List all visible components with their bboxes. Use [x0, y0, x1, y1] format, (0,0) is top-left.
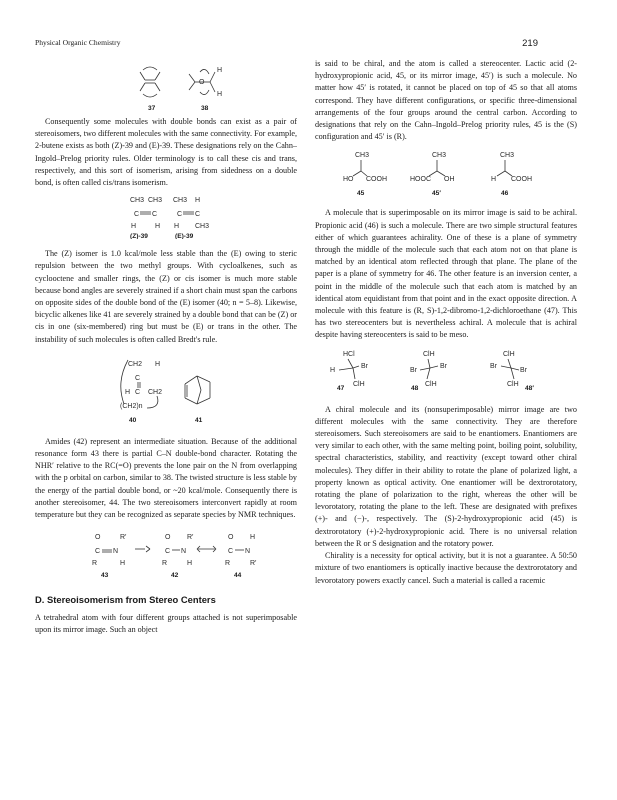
s43-r: R [92, 560, 98, 568]
s47-hcl: HCl [343, 350, 355, 358]
atom-h-top: H [155, 360, 161, 368]
s43-h: H [120, 560, 126, 568]
atom-ch2-top: CH2 [128, 360, 143, 368]
e-methyl-right: CH3 [195, 223, 210, 231]
structures-45-46 [315, 147, 577, 199]
s48p-clh-bottom: ClH [507, 380, 519, 388]
s45-ho: HO [343, 176, 354, 184]
structures-39 [35, 193, 297, 239]
atom-h-left: H [125, 388, 131, 396]
s48p-br-right: Br [520, 366, 527, 374]
label-44: 44 [234, 572, 242, 580]
atom-ch2-right: CH2 [148, 388, 163, 396]
figure-42-44 [35, 529, 297, 579]
z-h-left: H [131, 223, 137, 231]
atom-o: O [199, 79, 205, 86]
s44-c: C [228, 548, 234, 556]
e-h-right: H [195, 197, 201, 205]
s48-br-right: Br [440, 362, 447, 370]
s44-o: O [228, 534, 234, 542]
paragraph-stereoisomers-double-bonds: Consequently some molecules with double bonds can exist as a pair of stereoisomers, two different molecules with the same connectivity. For example, 2-butene exists as both (Z)-39 and (E)-39. These designations rely on the Cahn–Ingold–Prelog priority rules. Older terminology is to call these cis and trans, respectively, and this sort of isomerism, arising from sidedness on a double bond, is often called cis/trans isomerism. [35, 117, 297, 188]
s48-br-left: Br [410, 366, 417, 374]
atom-c-upper: C [135, 374, 141, 382]
s46-ch3: CH3 [500, 152, 515, 160]
s46-h: H [491, 176, 497, 184]
label-43: 43 [101, 572, 109, 580]
e-h-left: H [174, 223, 180, 231]
figure-37-38 [35, 58, 297, 116]
z-carbon-left: C [134, 211, 140, 219]
label-37: 37 [148, 105, 156, 112]
label-38: 38 [201, 105, 209, 112]
label-41: 41 [195, 416, 203, 424]
label-47: 47 [337, 384, 345, 392]
paragraph-chirality-optical-activity: Chirality is a necessity for optical activity, but it is not a guarantee. A 50:50 mixture of two enantiomers is optically inactive because the dextrorotatory and levorotatory powers exactly cancel. Such a material is called a racemic [315, 551, 577, 585]
running-title: Physical Organic Chemistry [35, 38, 121, 47]
figure-40-41 [35, 354, 297, 426]
paragraph-amides: Amides (42) represent an intermediate situation. Because of the additional resonance form 43 there is partial C–N double-bond character. Rotating the NHR′ relative to the RC(=O) prevents the lone pair on the N from overlapping with the p orbital on carbon, similar to 38. The twisted structure is less stable by the energy of the partial double bond, or ~20 kcal/mole. Consequently there is another stereoisomer, 44. The two stereoisomers interconvert rapidly at room temperature but they can be recognized as separate species by NMR techniques. [35, 436, 297, 520]
s45-ch3: CH3 [355, 152, 370, 160]
paragraph-enantiomers: A chiral molecule and its (nonsuperimposable) mirror image are two different molecules with the same connectivity. They are therefore stereoisomers. Such stereoisomers are said to be enantiomers. Enantiomers are very similar to each other, with the same melting point, boiling point, solubility, spectral characteristics, stability, and reactivity (except toward other chiral molecules). They differ in their ability to rotate the plane of polarized light, a property known as optical activity. One enantiomer will be dextrorotatory, rotating the plane of polarization to the right, whereas the other will be levorotatory, rotating the plane to the left. These are designated with prefixes (+)- and (−)-, respectively. The (S)-2-hydroxypropionic acid (45) is dextrorotatory (+)-2-hydroxypropionic acid. There is no universal relation between the R or S designation and the rotatory power. [315, 404, 577, 548]
paragraph-achiral-meso: A molecule that is superimposable on its mirror image is said to be achiral. Propionic acid (46) is such a molecule. There are two simple structural features either of which guarantees achirality. One of these is a plane of symmetry through the middle of the molecule such that each atom not on that plane is matched by an identical atom reflected through that plane. The plane of the paper is a plane of symmetry for 46. The other feature is an inversion center, a point in the middle of the molecule such that each atom is matched by an identical atom equidistant from that point and in the exact opposite direction. A molecule with this feature is (R, S)-1,2-dibromo-1,2-dichloroethane (47). This has two stereocenters but is nevertheless achiral. A molecule that is achiral despite having stereocenters is said to be meso. [315, 208, 577, 340]
paragraph-z-isomer-stability: The (Z) isomer is 1.0 kcal/mole less stable than the (E) owing to steric repulsion between the two methyl groups. With cycloalkenes, such as cyclooctene and smaller rings, the (Z) or cis isomer is much more stable because bond angles are severely strained if a short chain must span the carbons on opposite sides of the double bond of the (E) isomer (40; n = 5–8). Likewise, bicyclic alkenes like 41 are severely strained by a double bond that can be (Z) or cis in one (six-membered) ring but must be (E) or trans in the other. The instability of such molecules is often called Bredt's rule. [35, 249, 297, 344]
label-40: 40 [129, 416, 137, 424]
s44-r: R [225, 560, 231, 568]
s42-r-prime: R′ [187, 534, 194, 542]
s42-h: H [187, 560, 193, 568]
s42-c: C [165, 548, 171, 556]
paragraph-chiral-lactic-acid: is said to be chiral, and the atom is called a stereocenter. Lactic acid (2-hydroxypropionic acid, 45, or its mirror image, 45′) is such a molecule. No matter how 45′ is rotated, it cannot be placed on top of 45 so that all atoms correspond. They have different configurations, or specific three-dimensional arrangements of the four groups around the central carbon. According to designations that rely on the Cahn–Ingold–Prelog priority rules, 45 is the (S) configuration and 45′ is (R). [315, 59, 577, 142]
s42-n: N [181, 548, 187, 556]
s47-br: Br [361, 362, 368, 370]
s45p-ch3: CH3 [432, 152, 447, 160]
s48-clh-bottom: ClH [425, 380, 437, 388]
structures-37-38 [35, 58, 297, 116]
structures-47-48 [315, 346, 577, 398]
label-z-39: (Z)-39 [130, 233, 148, 240]
e-methyl-left: CH3 [173, 197, 188, 205]
s43-r-prime: R′ [120, 534, 127, 542]
label-48-prime: 48′ [525, 384, 534, 392]
s48p-br-left: Br [490, 362, 497, 370]
z-h-right: H [155, 223, 161, 231]
s43-n: N [113, 548, 119, 556]
atom-h-top: H [217, 67, 223, 74]
z-carbon-right: C [152, 211, 158, 219]
s45p-oh: OH [444, 176, 455, 184]
atom-h-bottom: H [217, 91, 223, 98]
label-45: 45 [357, 190, 365, 198]
figure-47-48 [315, 346, 577, 398]
left-column [35, 58, 297, 637]
figure-45-46 [315, 147, 577, 199]
s48-clh: ClH [423, 350, 435, 358]
s46-cooh: COOH [511, 176, 532, 184]
structures-40-41 [35, 354, 297, 426]
label-48: 48 [411, 384, 419, 392]
paragraph-tetrahedral-atom: A tetrahedral atom with four different groups attached is not superimposable upon its mirror image. Such an object [35, 613, 297, 635]
s43-c: C [95, 548, 101, 556]
s44-n: N [245, 548, 251, 556]
atom-c-lower: C [135, 388, 141, 396]
s44-h: H [250, 534, 256, 542]
s42-o: O [165, 534, 171, 542]
e-carbon-right: C [195, 211, 201, 219]
z-methyl-left: CH3 [130, 197, 145, 205]
s47-clh: ClH [353, 380, 365, 388]
label-46: 46 [501, 190, 509, 198]
e-carbon-left: C [177, 211, 183, 219]
section-heading-d: D. Stereoisomerism from Stereo Centers [35, 594, 216, 606]
s47-h: H [330, 366, 336, 374]
figure-39 [35, 193, 297, 239]
label-45-prime: 45′ [432, 190, 441, 198]
right-column [315, 58, 577, 587]
page-number: 219 [522, 38, 538, 49]
structures-42-44 [35, 529, 297, 579]
s43-o: O [95, 534, 101, 542]
s44-r-prime: R′ [250, 560, 257, 568]
s48p-clh: ClH [503, 350, 515, 358]
atom-ch2-n: (CH2)n [120, 402, 143, 410]
s45-cooh: COOH [366, 176, 387, 184]
z-methyl-right: CH3 [148, 197, 163, 205]
s45p-hooc: HOOC [410, 176, 431, 184]
s42-r: R [162, 560, 168, 568]
label-e-39: (E)-39 [175, 233, 194, 240]
label-42: 42 [171, 572, 179, 580]
